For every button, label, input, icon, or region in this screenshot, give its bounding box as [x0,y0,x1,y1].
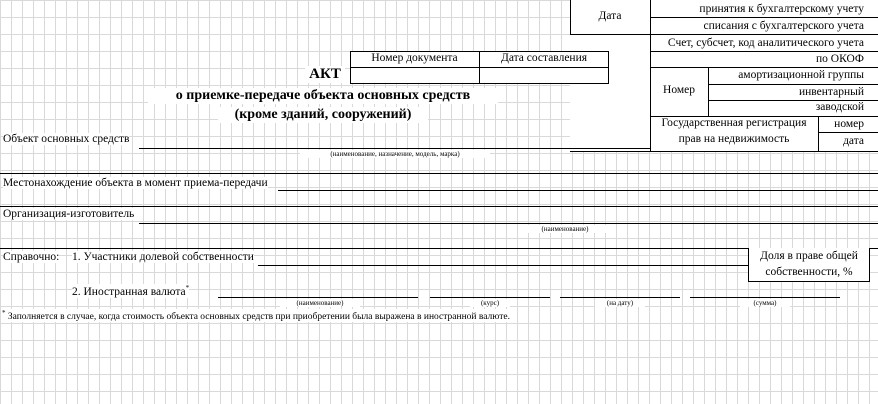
doc-date-cell[interactable] [480,68,608,83]
header-factory: заводской [710,101,864,113]
doc-subtitle-1: о приемке-передаче объекта основных средств [148,88,498,104]
header-number-divider [708,67,709,116]
reference-item-2 [72,284,189,298]
header-account: Счет, субсчет, код аналитического учета [652,37,864,49]
footnote [2,309,510,322]
doc-number-cell[interactable] [351,68,478,83]
currency-rate-line[interactable] [430,297,550,298]
header-value-divider [650,0,651,152]
footnote-mark: * [2,309,6,317]
header-row-rule [818,132,878,133]
header-row-rule [570,34,878,35]
header-reg-number: номер [820,118,864,130]
header-reg-date: дата [820,135,864,147]
header-row-rule [650,67,878,68]
object-label: Объект основных средств [3,133,130,145]
header-acceptance: принятия к бухгалтерскому учету [652,3,864,15]
share-label-2: собственности, % [765,266,853,278]
hint-date: (на дату) [595,299,645,307]
footnote-text: Заполняется в случае, когда стоимость объекта основных средств при приобретении была выражена в иностранной валюте. [7,312,510,323]
header-row-rule [650,17,878,18]
reference-label: Справочно: [3,251,60,263]
doc-number-header: Номер документа [371,52,458,64]
shareholders-input-line[interactable] [258,265,748,266]
separator-line [0,206,878,207]
manufacturer-label: Организация-изготовитель [3,208,135,220]
header-row-rule [650,51,878,52]
header-state-reg: Государственная регистрация [652,117,816,129]
hint-rate: (курс) [470,299,510,307]
header-date-divider [570,0,571,34]
share-label-1: Доля в праве общей [760,250,858,262]
doc-date-header: Дата составления [500,52,588,64]
hint-name: (наименование) [280,299,360,307]
header-row-rule [708,84,878,85]
header-depr-group: амортизационной группы [710,69,864,81]
object-input-line[interactable] [139,148,651,149]
location-label: Местонахождение объекта в момент приема-передачи [3,177,268,189]
reference-item-1: 1. Участники долевой собственности [72,251,254,263]
header-inventory: инвентарный [710,86,864,98]
header-okof: по ОКОФ [652,53,864,65]
header-writeoff: списания с бухгалтерского учета [652,20,864,32]
currency-sum-line[interactable] [690,297,840,298]
manufacturer-input-line[interactable] [139,223,878,224]
header-number-label: Номер [652,84,706,96]
doc-title: АКТ [305,66,345,83]
location-input-line[interactable] [278,190,878,191]
object-hint: (наименование, назначение, модель, марка) [300,150,490,158]
doc-subtitle-2: (кроме зданий, сооружений) [218,107,428,123]
header-state-reg-2: прав на недвижимость [652,133,816,145]
hint-sum: (сумма) [740,299,790,307]
currency-date-line[interactable] [560,297,680,298]
currency-name-line[interactable] [218,297,418,298]
object-input-line-2[interactable] [0,173,878,174]
header-reg-divider [818,116,819,152]
header-date-label: Дата [580,10,640,22]
reference-item-2-text: 2. Иностранная валюта [72,285,186,298]
footnote-ref: * [185,284,190,292]
separator-line [0,248,878,249]
manufacturer-hint: (наименование) [520,225,610,233]
